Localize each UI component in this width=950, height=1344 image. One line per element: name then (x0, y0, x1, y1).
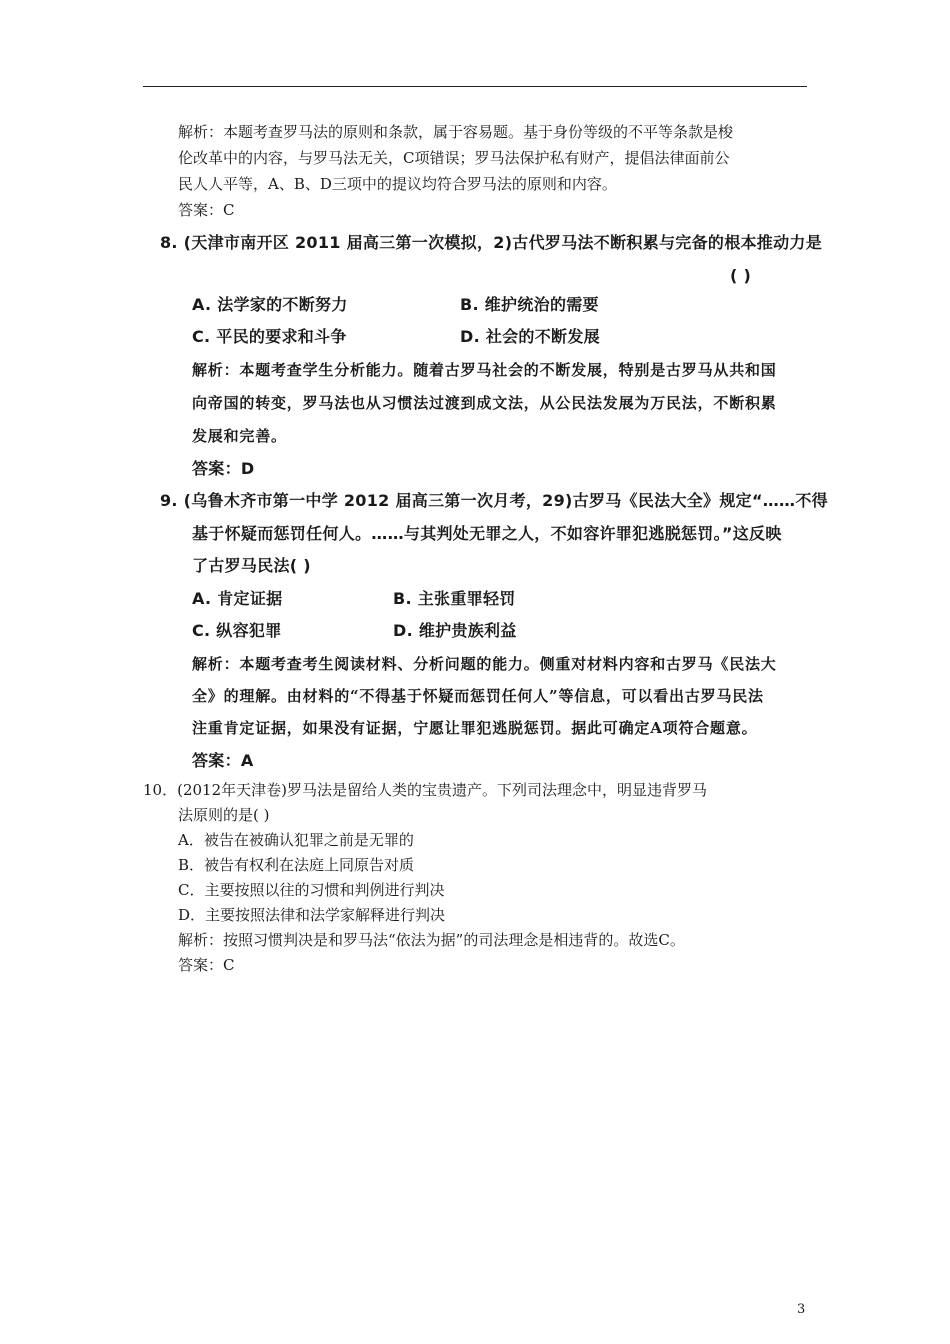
q9-analysis-line-1: 解析：本题考查考生阅读材料、分析问题的能力。侧重对材料内容和古罗马《民法大 (192, 655, 777, 673)
q8-option-d: D. 社会的不断发展 (460, 327, 600, 346)
page-number: 3 (797, 1302, 806, 1317)
q10-option-c: C．主要按照以往的习惯和判例进行判决 (178, 881, 445, 899)
q10-option-b: B．被告有权利在法庭上同原告对质 (178, 856, 415, 874)
header-rule (143, 86, 807, 87)
q8-answer: 答案：D (192, 459, 255, 478)
q8-option-a: A. 法学家的不断努力 (192, 295, 348, 314)
q8-analysis-line-3: 发展和完善。 (192, 427, 287, 445)
q9-option-d: D. 维护贵族利益 (393, 621, 517, 640)
q10-option-a: A．被告在被确认犯罪之前是无罪的 (178, 831, 414, 849)
prev-analysis-line-2: 伦改革中的内容，与罗马法无关，C项错误；罗马法保护私有财产，提倡法律面前公 (178, 149, 730, 167)
q8-analysis-line-1: 解析：本题考查学生分析能力。随着古罗马社会的不断发展，特别是古罗马从共和国 (192, 361, 777, 379)
q8-analysis-line-2: 向帝国的转变，罗马法也从习惯法过渡到成文法，从公民法发展为万民法，不断积累 (192, 394, 777, 412)
q9-analysis-line-3: 注重肯定证据，如果没有证据，宁愿让罪犯逃脱惩罚。据此可确定A项符合题意。 (192, 719, 758, 737)
prev-analysis-line-3: 民人人平等，A、B、D三项中的提议均符合罗马法的原则和内容。 (178, 175, 617, 193)
q10-stem-line-2: 法原则的是( ) (178, 806, 270, 824)
q8-stem: 8. (天津市南开区 2011 届高三第一次模拟，2)古代罗马法不断积累与完备的根本推动力是 (160, 233, 823, 252)
q9-stem-line-2: 基于怀疑而惩罚任何人。……与其判处无罪之人，不如容许罪犯逃脱惩罚。”这反映 (192, 524, 782, 543)
q8-option-b: B. 维护统治的需要 (460, 295, 599, 314)
q8-option-c: C. 平民的要求和斗争 (192, 327, 347, 346)
q9-stem-line-1: 9. (乌鲁木齐市第一中学 2012 届高三第一次月考，29)古罗马《民法大全》规定“……不得 (160, 491, 828, 510)
q9-option-a: A. 肯定证据 (192, 589, 283, 608)
prev-answer: 答案：C (178, 201, 235, 219)
q10-answer: 答案：C (178, 956, 235, 974)
q9-option-c: C. 纵容犯罪 (192, 621, 282, 640)
q9-answer: 答案：A (192, 751, 254, 770)
q8-answer-paren: ( ) (730, 266, 752, 285)
prev-analysis-line-1: 解析：本题考查罗马法的原则和条款，属于容易题。基于身份等级的不平等条款是梭 (178, 123, 734, 141)
q9-option-b: B. 主张重罪轻罚 (393, 589, 516, 608)
q9-analysis-line-2: 全》的理解。由材料的“不得基于怀疑而惩罚任何人”等信息，可以看出古罗马民法 (192, 687, 764, 705)
q9-stem-line-3: 了古罗马民法( ) (192, 556, 311, 575)
q10-stem-line-1: 10．(2012年天津卷)罗马法是留给人类的宝贵遗产。下列司法理念中，明显违背罗马 (143, 781, 707, 799)
q10-analysis: 解析：按照习惯判决是和罗马法“依法为据”的司法理念是相违背的。故选C。 (178, 931, 685, 949)
q10-option-d: D．主要按照法律和法学家解释进行判决 (178, 906, 446, 924)
